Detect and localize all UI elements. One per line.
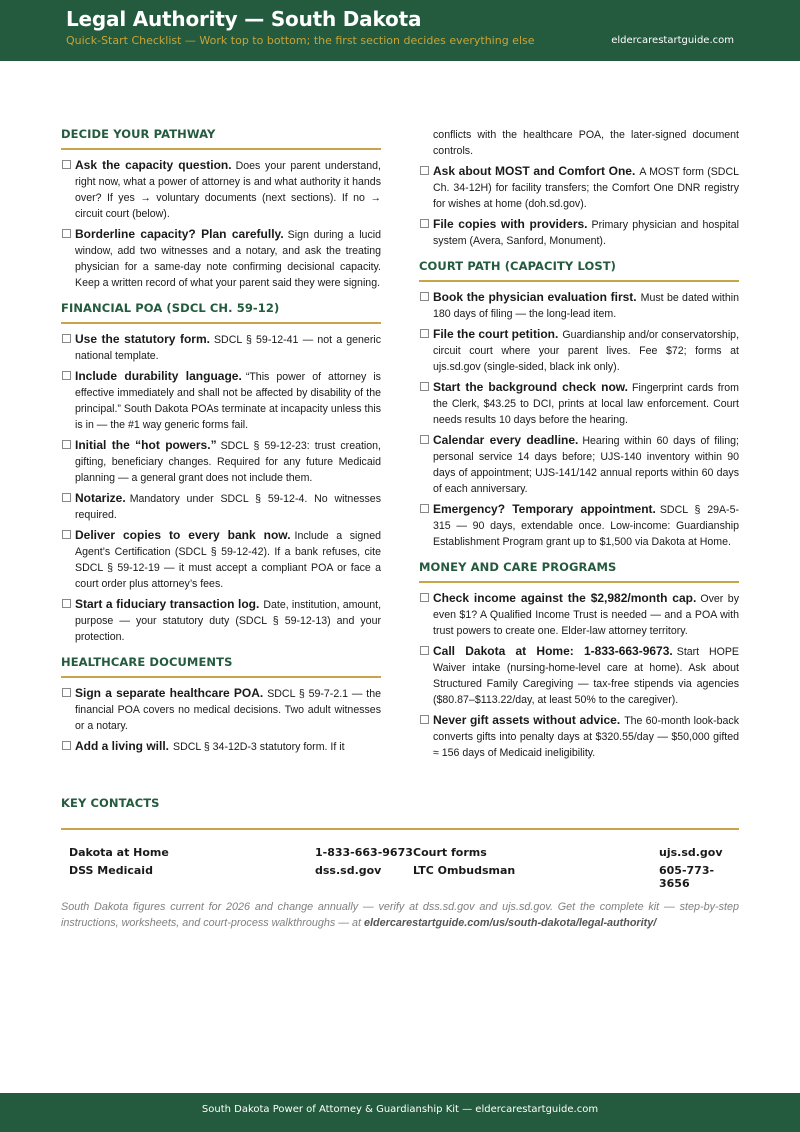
key-contacts: [61, 796, 739, 890]
right-column: [419, 127, 739, 771]
item-text: Sign during a lucid window, add two witnesses and a notary, and ask the treating physician for a same-day note confirming decisional capacity. Keep a written record of what your parent said they were signing.: [75, 229, 381, 289]
checkbox-icon[interactable]: [420, 292, 429, 301]
checklist-item: [61, 157, 381, 222]
contact-name: LTC Ombudsman: [413, 864, 516, 877]
item-title: File copies with providers.: [433, 217, 588, 231]
section-heading-financial: FINANCIAL POA (SDCL CH. 59-12): [61, 301, 381, 324]
checkbox-icon[interactable]: [62, 160, 71, 169]
section-heading-pathway: DECIDE YOUR PATHWAY: [61, 127, 381, 150]
item-text: Hearing within 60 days of filing; personal service 14 days before; UJS-140 inventory within 90 days of appointment; UJS-141/142 annual reports within 60 days of each anniversary.: [433, 435, 739, 495]
contact-value[interactable]: ujs.sd.gov: [659, 846, 723, 859]
checkbox-icon[interactable]: [62, 440, 71, 449]
court-list: [419, 289, 739, 550]
item-title: Use the statutory form.: [75, 332, 210, 346]
checkbox-icon[interactable]: [420, 504, 429, 513]
item-title: Include durability language.: [75, 369, 242, 383]
item-title: Ask about MOST and Comfort One.: [433, 164, 636, 178]
item-text: “This power of attorney is effective immediately and shall not be affected by disability of the principal.” South Dakota POAs terminate at incapacity unless this is in — the #1 way generic forms fail.: [75, 371, 381, 431]
checklist-item: [61, 527, 381, 592]
item-title: Notarize.: [75, 491, 126, 505]
financial-list: [61, 331, 381, 645]
item-text: SDCL § 34-12D-3 statutory form. If it: [173, 741, 345, 753]
item-title: Deliver copies to every bank now.: [75, 528, 291, 542]
contact-name: DSS Medicaid: [69, 864, 153, 877]
item-title: Call Dakota at Home: 1-833-663-9673.: [433, 644, 673, 658]
item-text: Fingerprint cards from the Clerk, $43.25 to DCI, prints at local law enforcement. Court needs results 10 days before the hearing.: [433, 382, 739, 426]
money-list: [419, 590, 739, 761]
section-heading-contacts: KEY CONTACTS: [61, 796, 739, 830]
checklist-item: [61, 738, 381, 755]
checkbox-icon[interactable]: [62, 530, 71, 539]
checklist-item: [419, 289, 739, 322]
left-column: [61, 127, 381, 765]
checklist-item: [61, 596, 381, 645]
checklist-item: [419, 590, 739, 639]
item-text: Over by even $1? A Qualified Income Trust is needed — and a POA with trust powers to create one. Elder-law attorney territory.: [433, 593, 739, 637]
item-text: Primary physician and hospital system (Avera, Sanford, Monument).: [433, 219, 739, 247]
item-text: Start HOPE Waiver intake (nursing-home-level care at home). Ask about Structured Family Caregiving — tax-free stipends via agencies ($80.87–$113.22/day, at least 50% to the caregiver).: [433, 646, 739, 706]
disclaimer-note: [61, 899, 739, 931]
item-text: Mandatory under SDCL § 59-12-4. No witnesses required.: [75, 493, 381, 521]
checkbox-icon[interactable]: [62, 371, 71, 380]
checklist-item: [419, 712, 739, 761]
pathway-list: [61, 157, 381, 291]
checklist-item: [61, 331, 381, 364]
item-text: Guardianship and/or conservatorship, circuit court where your parent lives. Fee $72; forms at ujs.sd.gov (single-sided, black ink only).: [433, 329, 740, 373]
item-text: Does your parent understand, right now, what a power of attorney is and what authority it hands over? If yes → voluntary documents (next sections). If no → circuit court (below).: [75, 160, 381, 220]
item-title: Start the background check now.: [433, 380, 628, 394]
checklist-item: [419, 163, 739, 212]
checkbox-icon[interactable]: [62, 741, 71, 750]
checklist-item: [419, 326, 739, 375]
checkbox-icon[interactable]: [62, 334, 71, 343]
note-text: South Dakota figures current for 2026 and change annually — verify at dss.sd.gov and ujs.sd.gov. Get the complete kit — step-by-step instructions, worksheets, and court-process walkthroughs — at: [61, 901, 739, 929]
checkbox-icon[interactable]: [420, 435, 429, 444]
kit-link[interactable]: eldercarestartguide.com/us/south-dakota/legal-authority/: [364, 917, 657, 929]
item-text: SDCL § 59-12-23: trust creation, gifting, beneficiary changes. Required for any future Medicaid planning — a general grant does not include them.: [75, 440, 381, 484]
contact-name: Dakota at Home: [69, 846, 169, 859]
checklist-item: [419, 379, 739, 428]
checkbox-icon[interactable]: [420, 166, 429, 175]
checkbox-icon[interactable]: [420, 382, 429, 391]
item-text: SDCL § 59-7-2.1 — the financial POA covers no medical decisions. Two adult witnesses or a notary.: [75, 688, 381, 732]
item-title: Check income against the $2,982/month cap.: [433, 591, 697, 605]
item-title: Emergency? Temporary appointment.: [433, 502, 656, 516]
contact-value[interactable]: 1-833-663-9673: [315, 846, 413, 859]
checklist-item: [419, 432, 739, 497]
checkbox-icon[interactable]: [420, 329, 429, 338]
item-text: SDCL § 29A-5-315 — 90 days, extendable once. Low-income: Guardianship Establishment Program grant up to $1,500 via Dakota at Home.: [433, 504, 739, 548]
page-title: Legal Authority — South Dakota: [66, 7, 422, 31]
healthcare-list-continued: [419, 163, 739, 249]
item-title: Calendar every deadline.: [433, 433, 579, 447]
checkbox-icon[interactable]: [420, 593, 429, 602]
page-footer: [0, 1093, 800, 1132]
checkbox-icon[interactable]: [420, 715, 429, 724]
checkbox-icon[interactable]: [62, 493, 71, 502]
contact-value[interactable]: dss.sd.gov: [315, 864, 382, 877]
page-subtitle: Quick-Start Checklist — Work top to bottom; the first section decides everything else: [66, 34, 535, 47]
item-title: Book the physician evaluation first.: [433, 290, 637, 304]
checklist-item: [61, 368, 381, 433]
item-text: SDCL § 59-12-41 — not a generic national template.: [75, 334, 382, 362]
checklist-item: [419, 216, 739, 249]
item-title: Start a fiduciary transaction log.: [75, 597, 260, 611]
healthcare-list: [61, 685, 381, 755]
item-text: Must be dated within 180 days of filing — the long-lead item.: [433, 292, 739, 320]
section-heading-court: COURT PATH (CAPACITY LOST): [419, 259, 739, 282]
item-title: Never gift assets without advice.: [433, 713, 621, 727]
contact-row: [61, 846, 739, 864]
item-title: Initial the “hot powers.”: [75, 438, 217, 452]
checklist-item: [61, 226, 381, 291]
header-site-link[interactable]: eldercarestartguide.com: [611, 35, 734, 46]
checkbox-icon[interactable]: [62, 229, 71, 238]
item-text: The 60-month look-back converts gifts into penalty days at $320.55/day — $50,000 gifted ≈ 156 days of Medicaid ineligibility.: [433, 715, 739, 759]
checkbox-icon[interactable]: [420, 646, 429, 655]
item-text: Include a signed Agent’s Certification (SDCL § 59-12-42). If a bank refuses, cite SDCL § 59-12-19 — it must accept a compliant POA or face a court order plus attorney’s fees.: [75, 530, 381, 590]
item-title: Add a living will.: [75, 739, 170, 753]
checklist-item: [419, 643, 739, 708]
checkbox-icon[interactable]: [62, 599, 71, 608]
checklist-item: [419, 501, 739, 550]
checkbox-icon[interactable]: [62, 688, 71, 697]
item-text: Date, institution, amount, purpose — your statutory duty (SDCL § 59-12-13) and your protection.: [75, 599, 382, 643]
checklist-item: [61, 437, 381, 486]
item-text-continued: conflicts with the healthcare POA, the later-signed document controls.: [433, 129, 739, 157]
checklist-item: [61, 490, 381, 523]
checklist-item: [61, 685, 381, 734]
contact-name: Court forms: [413, 846, 487, 859]
footer-text: South Dakota Power of Attorney & Guardianship Kit — eldercarestartguide.com: [201, 1104, 599, 1115]
item-title: File the court petition.: [433, 327, 559, 341]
item-title: Ask the capacity question.: [75, 158, 232, 172]
checkbox-icon[interactable]: [420, 219, 429, 228]
item-title: Sign a separate healthcare POA.: [75, 686, 264, 700]
section-heading-money: MONEY AND CARE PROGRAMS: [419, 560, 739, 583]
contact-value[interactable]: 605-773-3656: [659, 864, 715, 890]
item-text: A MOST form (SDCL Ch. 34-12H) for facility transfers; the Comfort One DNR registry for wishes at home (doh.sd.gov).: [433, 166, 739, 210]
contact-row: [61, 864, 739, 890]
section-heading-healthcare: HEALTHCARE DOCUMENTS: [61, 655, 381, 678]
item-title: Borderline capacity? Plan carefully.: [75, 227, 284, 241]
page-header: [0, 0, 800, 61]
